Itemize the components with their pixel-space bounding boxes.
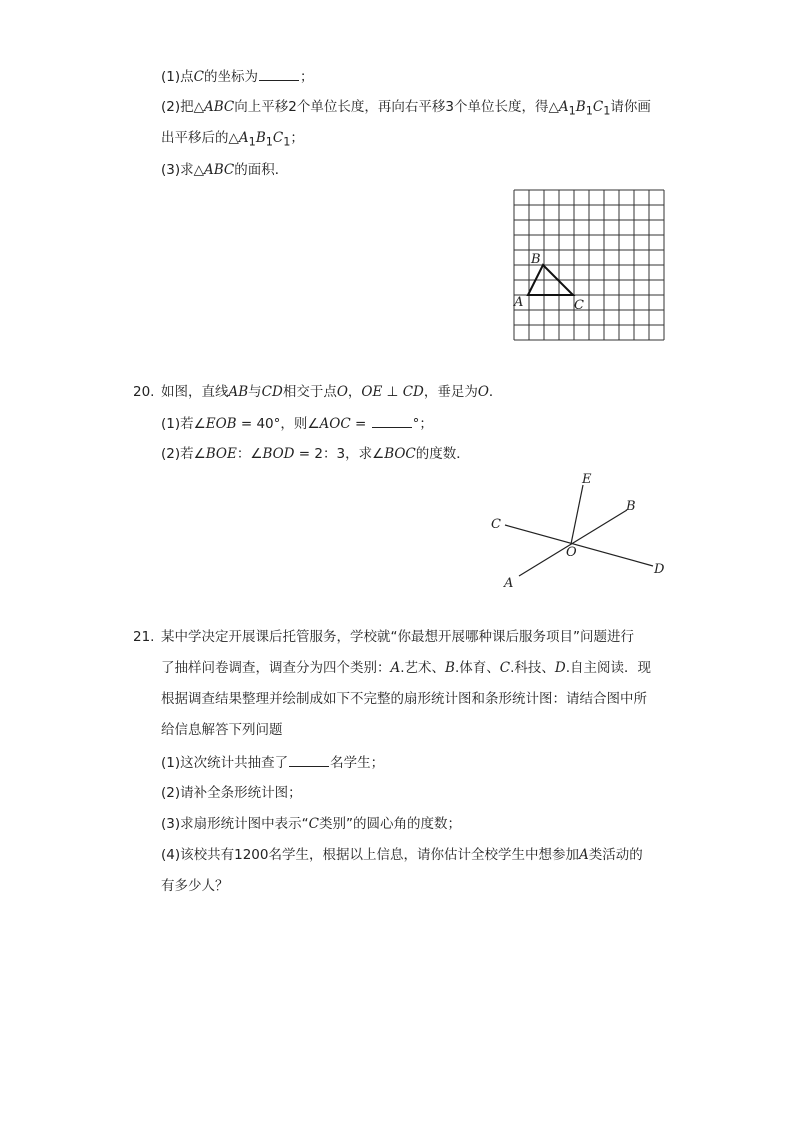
q20-part1: (1)若∠EOB = 40°，则∠AOC = °；	[161, 416, 433, 432]
q19-grid-figure	[510, 186, 670, 346]
q21-line-3: 根据调查结果整理并绘制成如下不完整的扇形统计图和条形统计图：请结合图中所	[161, 691, 647, 707]
ray-oe	[571, 485, 583, 544]
q19-part3: (3)求△ABC的面积．	[161, 162, 289, 178]
label-B: B	[626, 499, 636, 514]
label-O: O	[566, 545, 577, 560]
q20-stem: 如图，直线AB与CD相交于点O，OE ⊥ CD，垂足为O．	[161, 384, 503, 400]
q20-number: 20.	[133, 384, 155, 400]
answer-blank	[372, 414, 412, 428]
label-E: E	[582, 472, 592, 487]
answer-blank	[259, 67, 299, 81]
q21-line-1: 某中学决定开展课后托管服务，学校就“你最想开展哪种课后服务项目”问题进行	[161, 629, 634, 645]
q21-part4: (4)该校共有1200名学生，根据以上信息，请你估计全校学生中想参加A类活动的	[161, 847, 643, 863]
line-ab	[519, 510, 627, 576]
line-cd	[505, 525, 653, 566]
label-A: A	[514, 295, 524, 310]
q21-part4-cont: 有多少人？	[161, 878, 229, 894]
label-C: C	[491, 517, 501, 532]
q19-part2: (2)把△ABC向上平移2个单位长度，再向右平移3个单位长度，得$\triangle A_1B_1C_1$请你画	[161, 99, 651, 118]
label-C: C	[574, 298, 584, 313]
q20-lines-figure	[485, 468, 675, 593]
q21-number: 21.	[133, 629, 155, 645]
q21-line-4: 给信息解答下列问题	[161, 722, 283, 738]
q21-part1: (1)这次统计共抽查了 名学生；	[161, 755, 385, 771]
q19-part2-cont: 出平移后的$\triangle A_1B_1C_1$；	[161, 130, 304, 149]
q19-part1: (1)点C的坐标为 ；	[161, 69, 314, 85]
label-B: B	[531, 252, 541, 267]
q21-part3: (3)求扇形统计图中表示“C类别”的圆心角的度数；	[161, 816, 461, 832]
q21-line-2: 了抽样问卷调查，调查分为四个类别：A.艺术、B.体育、C.科技、D.自主阅读．现	[161, 660, 652, 676]
q20-part2: (2)若∠BOE：∠BOD = 2：3，求∠BOC的度数．	[161, 446, 470, 462]
label-D: D	[654, 562, 665, 577]
q21-part2: (2)请补全条形统计图；	[161, 785, 302, 801]
label-A: A	[504, 576, 514, 591]
answer-blank	[289, 753, 329, 767]
